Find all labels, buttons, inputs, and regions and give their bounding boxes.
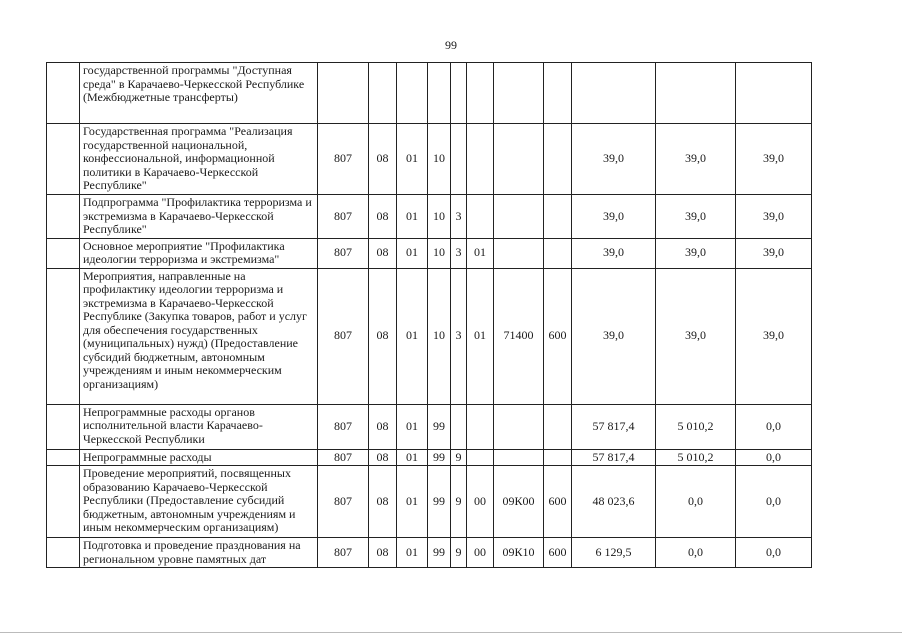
program-code-cell: 99: [428, 538, 451, 568]
direction-code-cell: [494, 404, 544, 449]
subsection-code-cell: 01: [397, 538, 428, 568]
row-index-cell: [47, 63, 80, 124]
table-body: [47, 63, 812, 568]
activity-code-cell: [467, 124, 494, 195]
expense-name-cell: Непрограммные расходы: [80, 449, 318, 466]
table-row: [47, 63, 812, 124]
activity-code-cell: [467, 449, 494, 466]
amount-year-3-cell: 0,0: [736, 538, 812, 568]
subprogram-code-cell: 9: [451, 538, 467, 568]
table-row: [47, 238, 812, 268]
activity-code-cell: [467, 63, 494, 124]
row-index-cell: [47, 538, 80, 568]
activity-code-cell: 00: [467, 466, 494, 538]
direction-code-cell: [494, 195, 544, 239]
subprogram-code-cell: 9: [451, 466, 467, 538]
subsection-code-cell: 01: [397, 238, 428, 268]
expense-name-cell: Подготовка и проведение празднования на региональном уровне памятных дат: [80, 538, 318, 568]
amount-year-3-cell: 0,0: [736, 404, 812, 449]
row-index-cell: [47, 268, 80, 404]
expense-type-code-cell: 600: [544, 538, 572, 568]
ministry-code-cell: 807: [318, 268, 369, 404]
expense-type-code-cell: [544, 238, 572, 268]
expense-type-code-cell: 600: [544, 466, 572, 538]
direction-code-cell: 09К10: [494, 538, 544, 568]
program-code-cell: 10: [428, 124, 451, 195]
direction-code-cell: 71400: [494, 268, 544, 404]
amount-year-1-cell: 39,0: [572, 238, 656, 268]
amount-year-3-cell: 39,0: [736, 124, 812, 195]
section-code-cell: 08: [369, 268, 397, 404]
amount-year-1-cell: 48 023,6: [572, 466, 656, 538]
subprogram-code-cell: [451, 124, 467, 195]
direction-code-cell: [494, 124, 544, 195]
direction-code-cell: [494, 238, 544, 268]
ministry-code-cell: 807: [318, 466, 369, 538]
subsection-code-cell: 01: [397, 404, 428, 449]
program-code-cell: 10: [428, 238, 451, 268]
table-row: [47, 195, 812, 239]
amount-year-3-cell: 0,0: [736, 449, 812, 466]
subsection-code-cell: 01: [397, 449, 428, 466]
section-code-cell: 08: [369, 195, 397, 239]
program-code-cell: 99: [428, 449, 451, 466]
subsection-code-cell: [397, 63, 428, 124]
budget-table: [46, 62, 812, 568]
section-code-cell: 08: [369, 449, 397, 466]
row-index-cell: [47, 124, 80, 195]
table-row: [47, 466, 812, 538]
expense-name-cell: Подпрограмма "Профилактика терроризма и экстремизма в Карачаево-Черкесской Республике": [80, 195, 318, 239]
activity-code-cell: 01: [467, 268, 494, 404]
subprogram-code-cell: 3: [451, 195, 467, 239]
program-code-cell: 99: [428, 404, 451, 449]
expense-type-code-cell: [544, 195, 572, 239]
subprogram-code-cell: [451, 63, 467, 124]
amount-year-3-cell: 39,0: [736, 268, 812, 404]
expense-type-code-cell: [544, 449, 572, 466]
amount-year-3-cell: 39,0: [736, 195, 812, 239]
section-code-cell: 08: [369, 238, 397, 268]
activity-code-cell: 00: [467, 538, 494, 568]
expense-type-code-cell: [544, 63, 572, 124]
activity-code-cell: [467, 404, 494, 449]
amount-year-1-cell: 57 817,4: [572, 404, 656, 449]
subprogram-code-cell: 3: [451, 238, 467, 268]
subsection-code-cell: 01: [397, 268, 428, 404]
direction-code-cell: 09К00: [494, 466, 544, 538]
subsection-code-cell: 01: [397, 195, 428, 239]
amount-year-1-cell: 6 129,5: [572, 538, 656, 568]
row-index-cell: [47, 195, 80, 239]
page-number: 99: [445, 38, 457, 52]
expense-type-code-cell: 600: [544, 268, 572, 404]
section-code-cell: 08: [369, 124, 397, 195]
amount-year-2-cell: [656, 63, 736, 124]
amount-year-3-cell: [736, 63, 812, 124]
amount-year-2-cell: 39,0: [656, 238, 736, 268]
activity-code-cell: [467, 195, 494, 239]
table-row: [47, 404, 812, 449]
amount-year-2-cell: 0,0: [656, 538, 736, 568]
ministry-code-cell: 807: [318, 449, 369, 466]
amount-year-2-cell: 5 010,2: [656, 449, 736, 466]
program-code-cell: 10: [428, 195, 451, 239]
amount-year-2-cell: 39,0: [656, 195, 736, 239]
amount-year-1-cell: 39,0: [572, 268, 656, 404]
expense-name-cell: Мероприятия, направленные на профилактику идеологии терроризма и экстремизма в Карачаево-Черкесской Республике (Закупка товаров, работ и услуг для обеспечения государственных (муниципальных) нужд) (Предоставление субсидий бюджетным, автономным учреждениям и иным некоммерческим организациям): [80, 268, 318, 404]
program-code-cell: 10: [428, 268, 451, 404]
subprogram-code-cell: 3: [451, 268, 467, 404]
amount-year-3-cell: 39,0: [736, 238, 812, 268]
row-index-cell: [47, 449, 80, 466]
ministry-code-cell: 807: [318, 238, 369, 268]
amount-year-1-cell: 57 817,4: [572, 449, 656, 466]
section-code-cell: [369, 63, 397, 124]
row-index-cell: [47, 238, 80, 268]
ministry-code-cell: 807: [318, 195, 369, 239]
table-row: [47, 268, 812, 404]
amount-year-1-cell: [572, 63, 656, 124]
program-code-cell: [428, 63, 451, 124]
expense-type-code-cell: [544, 124, 572, 195]
expense-name-cell: Проведение мероприятий, посвященных образованию Карачаево-Черкесской Республики (Предоставление субсидий бюджетным, автономным учреждениям и иным некоммерческим организациям): [80, 466, 318, 538]
table-row: [47, 538, 812, 568]
table-row: [47, 449, 812, 466]
amount-year-1-cell: 39,0: [572, 195, 656, 239]
ministry-code-cell: 807: [318, 538, 369, 568]
amount-year-2-cell: 39,0: [656, 268, 736, 404]
ministry-code-cell: 807: [318, 124, 369, 195]
amount-year-2-cell: 39,0: [656, 124, 736, 195]
section-code-cell: 08: [369, 538, 397, 568]
activity-code-cell: 01: [467, 238, 494, 268]
page-bottom-edge: [0, 632, 902, 633]
expense-name-cell: Основное мероприятие "Профилактика идеологии терроризма и экстремизма": [80, 238, 318, 268]
ministry-code-cell: [318, 63, 369, 124]
expense-type-code-cell: [544, 404, 572, 449]
amount-year-2-cell: 5 010,2: [656, 404, 736, 449]
subprogram-code-cell: 9: [451, 449, 467, 466]
amount-year-3-cell: 0,0: [736, 466, 812, 538]
section-code-cell: 08: [369, 404, 397, 449]
subsection-code-cell: 01: [397, 466, 428, 538]
expense-name-cell: государственной программы "Доступная среда" в Карачаево-Черкесской Республике (Межбюджетные трансферты): [80, 63, 318, 124]
row-index-cell: [47, 404, 80, 449]
expense-name-cell: Государственная программа "Реализация государственной национальной, конфессиональной, информационной политики в Карачаево-Черкесской Республике": [80, 124, 318, 195]
amount-year-2-cell: 0,0: [656, 466, 736, 538]
subsection-code-cell: 01: [397, 124, 428, 195]
direction-code-cell: [494, 63, 544, 124]
direction-code-cell: [494, 449, 544, 466]
table-row: [47, 124, 812, 195]
amount-year-1-cell: 39,0: [572, 124, 656, 195]
row-index-cell: [47, 466, 80, 538]
ministry-code-cell: 807: [318, 404, 369, 449]
subprogram-code-cell: [451, 404, 467, 449]
program-code-cell: 99: [428, 466, 451, 538]
expense-name-cell: Непрограммные расходы органов исполнительной власти Карачаево-Черкесской Республики: [80, 404, 318, 449]
section-code-cell: 08: [369, 466, 397, 538]
